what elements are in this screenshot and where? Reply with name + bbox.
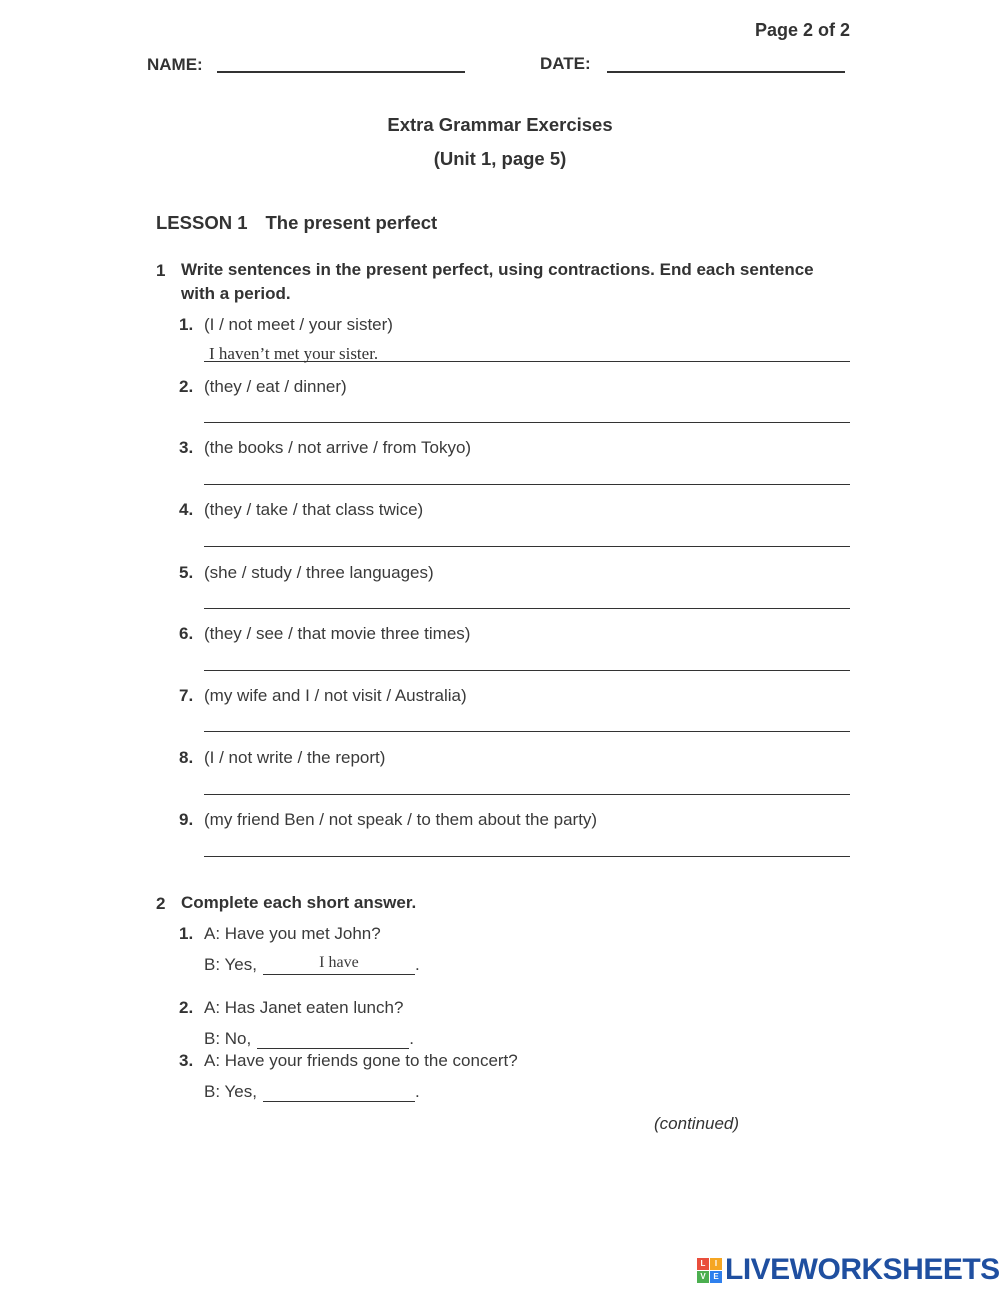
ex1-item-prompt: (they / see / that movie three times): [204, 624, 471, 643]
ex2-answer-text: I have: [319, 954, 359, 971]
exercise-1-instruction-line-2: with a period.: [181, 284, 291, 303]
ex2-item-number: 2.: [179, 998, 194, 1017]
date-label: DATE:: [540, 54, 591, 73]
ex1-item-prompt: (they / take / that class twice): [204, 500, 424, 519]
name-label: NAME:: [147, 55, 203, 74]
ex1-item-answer: I haven’t met your sister.: [209, 344, 379, 363]
page-title: Extra Grammar Exercises: [387, 114, 613, 135]
continued-note: (continued): [654, 1114, 740, 1133]
ex2-answer-blank[interactable]: [263, 956, 415, 975]
page-indicator: Page 2 of 2: [755, 20, 851, 40]
ex1-item-prompt: (I / not meet / your sister): [204, 315, 393, 334]
ex1-item-prompt: (my friend Ben / not speak / to them about the party): [204, 810, 598, 829]
ex1-answer-line[interactable]: [204, 422, 850, 423]
ex1-answer-line[interactable]: [204, 361, 850, 362]
ex1-item-number: 8.: [179, 748, 194, 767]
ex1-answer-line[interactable]: [204, 731, 850, 732]
ex1-item-prompt: (I / not write / the report): [204, 748, 386, 767]
ex1-item-prompt: (she / study / three languages): [204, 563, 434, 582]
logo-mark-icon: [697, 1258, 722, 1283]
name-field[interactable]: [217, 71, 465, 73]
ex2-answer-blank[interactable]: [257, 1030, 409, 1049]
ex2-item-answer-row: [204, 1082, 420, 1102]
ex2-answer-prefix: B: Yes,: [204, 1082, 257, 1101]
ex1-answer-line[interactable]: [204, 608, 850, 609]
ex2-answer-end: .: [409, 1029, 414, 1048]
page-subtitle: (Unit 1, page 5): [433, 148, 567, 169]
ex2-item-answer-row: [204, 955, 420, 975]
ex1-item-number: 1.: [179, 315, 194, 334]
ex2-item-number: 1.: [179, 924, 194, 943]
logo-block: E: [710, 1271, 722, 1283]
ex2-answer-blank[interactable]: [263, 1083, 415, 1102]
ex2-answer-prefix: B: Yes,: [204, 955, 257, 974]
ex2-item-question: A: Has Janet eaten lunch?: [204, 998, 404, 1017]
ex2-item-number: 3.: [179, 1051, 194, 1070]
ex2-answer-end: .: [414, 1082, 420, 1101]
logo-text: LIVEWORKSHEETS: [725, 1253, 1000, 1286]
exercise-1-instruction-line-1: Write sentences in the present perfect, using contractions. End each sentence: [181, 260, 814, 279]
ex1-item-prompt: (they / eat / dinner): [204, 377, 347, 396]
logo-block: I: [710, 1258, 722, 1270]
ex1-item-number: 4.: [179, 500, 194, 519]
ex1-item-number: 7.: [179, 686, 194, 705]
ex1-item-prompt: (my wife and I / not visit / Australia): [204, 686, 467, 705]
ex1-answer-line[interactable]: [204, 484, 850, 485]
ex1-answer-line[interactable]: [204, 670, 850, 671]
exercise-2-instruction: Complete each short answer.: [181, 893, 417, 912]
lesson-number: LESSON 1: [156, 212, 248, 233]
ex2-answer-end: .: [414, 955, 420, 974]
logo-block: L: [697, 1258, 709, 1270]
ex2-item-question: A: Have you met John?: [204, 924, 381, 943]
ex1-answer-line[interactable]: [204, 856, 850, 857]
ex2-answer-prefix: B: No,: [204, 1029, 252, 1048]
lesson-topic: The present perfect: [265, 212, 438, 233]
ex1-item-number: 5.: [179, 563, 194, 582]
exercise-1-instruction: [181, 258, 814, 306]
liveworksheets-logo[interactable]: [697, 1252, 1000, 1288]
lesson-heading: [156, 212, 437, 234]
ex1-item-number: 6.: [179, 624, 194, 643]
exercise-2-number: 2: [156, 894, 166, 913]
ex1-answer-line[interactable]: [204, 794, 850, 795]
date-field[interactable]: [607, 71, 845, 73]
logo-block: V: [697, 1271, 709, 1283]
ex1-answer-line[interactable]: [204, 546, 850, 547]
ex1-item-number: 3.: [179, 438, 194, 457]
exercise-1-number: 1: [156, 261, 166, 280]
ex1-item-number: 9.: [179, 810, 194, 829]
ex1-item-number: 2.: [179, 377, 194, 396]
ex2-item-answer-row: [204, 1029, 414, 1049]
ex1-item-prompt: (the books / not arrive / from Tokyo): [204, 438, 472, 457]
ex2-item-question: A: Have your friends gone to the concert?: [204, 1051, 518, 1070]
